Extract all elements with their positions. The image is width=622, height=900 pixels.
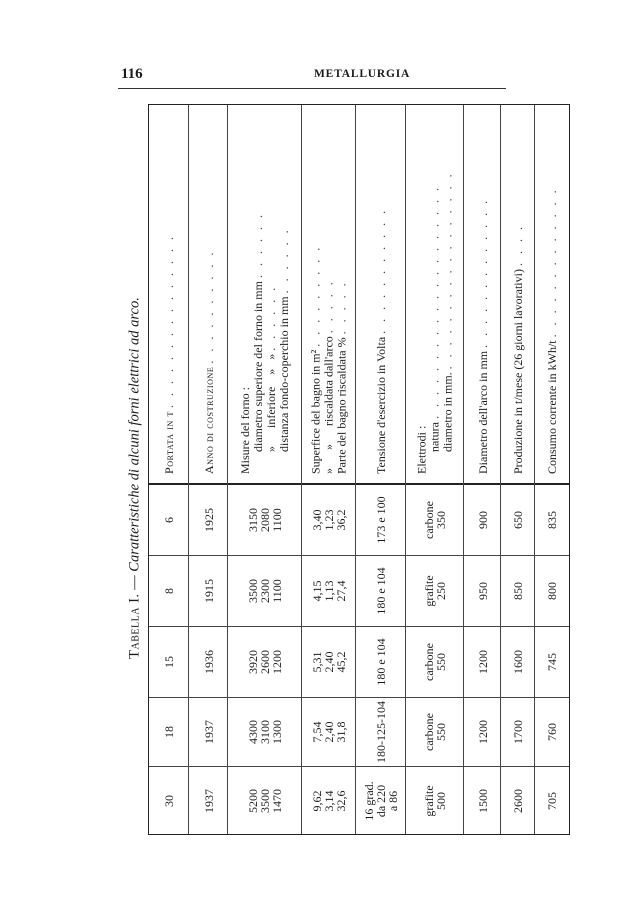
- value-cell-misure-4: 5200 3500 1470: [246, 788, 284, 813]
- label-cell-misure: Misure del forno : diametro superiore del forno in mm . . . . . . » inferiore » » . . . . . . distanza fondo-coperchio in mm . . . . . .: [228, 105, 302, 483]
- value-cell-produzione-2: 1600: [511, 650, 525, 674]
- table-row-elettrodi: [405, 105, 464, 834]
- table-row-consumo: [534, 105, 569, 834]
- label-elettrodi-line1: natura: [427, 422, 442, 452]
- label-misure-line3: distanza fondo-coperchio in mm: [277, 296, 291, 452]
- page-number: 116: [121, 66, 143, 82]
- value-cell-elettrodi-4: grafite 500: [422, 784, 448, 817]
- value-cell-consumo-4: 705: [545, 791, 559, 810]
- value-cell-diametro-arco-1: 950: [475, 582, 490, 600]
- value-cell-elettrodi-2: carbone 550: [422, 643, 448, 681]
- value-cell-produzione-4: 2600: [511, 788, 525, 813]
- value-cell-consumo-3: 760: [545, 723, 559, 741]
- label-superficie-line3: Parte del bagno riscaldata %: [334, 337, 349, 474]
- label-anno: Anno di costruzione: [201, 366, 216, 474]
- value-cell-misure-2: 3920 2600 1200: [246, 650, 284, 674]
- label-cell-portata: [149, 105, 188, 483]
- label-cell-elettrodi: Elettrodi : natura . . . . . . . . . . . . . . . . . . . . diametro in mm. . . . . . . . . . . . . . . . . .: [406, 105, 464, 483]
- ditto-mark: »: [264, 353, 278, 360]
- value-cell-tensione-2: 180 e 104: [374, 638, 388, 686]
- table-row-portata: [149, 105, 188, 834]
- value-cell-anno-3: 1937: [201, 720, 216, 744]
- label-cell-anno: [189, 105, 228, 483]
- ditto-mark: »: [321, 444, 336, 450]
- value-cell-tensione-0: 173 e 100: [374, 496, 388, 544]
- label-superficie-line1: Superfice del bagno in m²: [308, 349, 323, 474]
- leader-dots: . . . . . . . . . . . . .: [545, 187, 559, 338]
- ditto-mark: »: [264, 368, 278, 375]
- value-cell-diametro-arco-2: 1200: [475, 650, 490, 674]
- table-row-superficie: [301, 105, 356, 834]
- value-cell-superficie-4: 9,62 3,14 32,6: [310, 790, 348, 811]
- label-produzione: Produzione in t/mese (26 giorni lavorativi): [511, 269, 525, 474]
- value-cell-tensione-1: 180 e 104: [374, 567, 388, 615]
- leader-dots: . . . .: [511, 224, 525, 267]
- table-row-misure: [227, 105, 302, 834]
- value-cell-misure-3: 4300 3100 1300: [246, 720, 284, 744]
- furnace-table: [148, 104, 570, 835]
- value-cell-diametro-arco-3: 1200: [475, 720, 490, 744]
- leader-dots: . . . . . . . . . . .: [374, 207, 388, 334]
- label-cell-consumo: [535, 105, 569, 483]
- header-rule: [118, 88, 506, 89]
- value-cell-misure-0: 3150 2080 1100: [246, 508, 284, 532]
- label-diametro-arco: Diametro dell'arco in mm: [475, 350, 490, 474]
- label-cell-diametro-arco: [464, 105, 501, 483]
- value-cell-portata-2: 15: [161, 656, 176, 668]
- value-cell-elettrodi-0: carbone 350: [422, 501, 448, 539]
- value-cell-portata-0: 6: [161, 517, 176, 523]
- value-cell-produzione-0: 650: [511, 511, 525, 529]
- value-cell-produzione-1: 850: [511, 582, 525, 600]
- value-cell-elettrodi-3: carbone 550: [422, 713, 448, 751]
- caption-label: Tabella I.: [126, 593, 143, 659]
- label-cell-tensione: [356, 105, 406, 483]
- value-cell-tensione-3: 180-125-104: [374, 701, 388, 763]
- value-cell-consumo-1: 800: [545, 582, 559, 600]
- value-cell-produzione-3: 1700: [511, 720, 525, 744]
- leader-dots: . . . . . . . . . .: [201, 249, 216, 364]
- value-cell-anno-1: 1915: [201, 579, 216, 603]
- table-row-tensione: [355, 105, 406, 834]
- label-elettrodi-heading: Elettrodi :: [414, 425, 429, 474]
- value-cell-superficie-0: 3,40 1,23 36,2: [310, 509, 348, 531]
- value-cell-anno-4: 1937: [201, 788, 216, 813]
- ditto-mark: »: [264, 446, 278, 452]
- running-title: METALLURGIA: [314, 68, 411, 80]
- label-cell-superficie: Superfice del bagno in m² . . . . . . . . . » » riscaldata dall'arco . . . . . Parte del bagno riscaldata % . . . . .: [308, 244, 349, 474]
- value-cell-tensione-4: 16 grad. da 220 a 86: [362, 780, 400, 821]
- value-cell-diametro-arco-0: 900: [475, 511, 490, 529]
- leader-dots: . . . . . . . . . . . . .: [475, 197, 490, 348]
- value-cell-superficie-1: 4,15 1,13 27,4: [310, 580, 348, 602]
- value-cell-portata-3: 18: [161, 726, 176, 738]
- label-consumo: Consumo corrente in kWh/t: [545, 340, 559, 474]
- value-cell-consumo-2: 745: [545, 653, 559, 671]
- value-cell-superficie-2: 5,31 2,40 45,2: [310, 651, 348, 673]
- label-tensione: Tensione d'esercizio in Volta: [374, 336, 388, 474]
- caption-title: Caratteristiche di alcuni forni elettrici ad arco.: [126, 297, 143, 572]
- value-cell-anno-0: 1925: [201, 508, 216, 532]
- table-row-produzione: [500, 105, 535, 834]
- value-cell-consumo-0: 835: [545, 511, 559, 529]
- value-cell-portata-1: 8: [161, 588, 176, 594]
- value-cell-elettrodi-1: grafite 250: [422, 575, 448, 607]
- table-row-diametro-arco: [463, 105, 501, 834]
- label-elettrodi-line2: diametro in mm.: [440, 372, 455, 452]
- table-row-anno: [188, 105, 228, 834]
- label-portata: Portata in t: [161, 411, 176, 474]
- leader-dots: . . . . . . . . . . . . . . .: [161, 234, 176, 408]
- value-cell-superficie-3: 7,54 2,40 31,8: [310, 721, 348, 743]
- value-cell-anno-2: 1936: [201, 650, 216, 674]
- label-superficie-line2: riscaldata dall'arco: [321, 336, 336, 426]
- label-cell-produzione: [501, 105, 535, 483]
- label-misure-line1: diametro superiore del forno in mm: [251, 281, 265, 452]
- value-cell-misure-1: 3500 2300 1100: [246, 579, 284, 603]
- label-misure-heading: Misure del forno :: [238, 387, 252, 474]
- value-cell-diametro-arco-4: 1500: [475, 788, 490, 813]
- label-misure-line2: inferiore: [264, 386, 278, 428]
- ditto-mark: »: [321, 468, 336, 474]
- caption-separator: —: [126, 575, 143, 590]
- value-cell-portata-4: 30: [161, 794, 176, 807]
